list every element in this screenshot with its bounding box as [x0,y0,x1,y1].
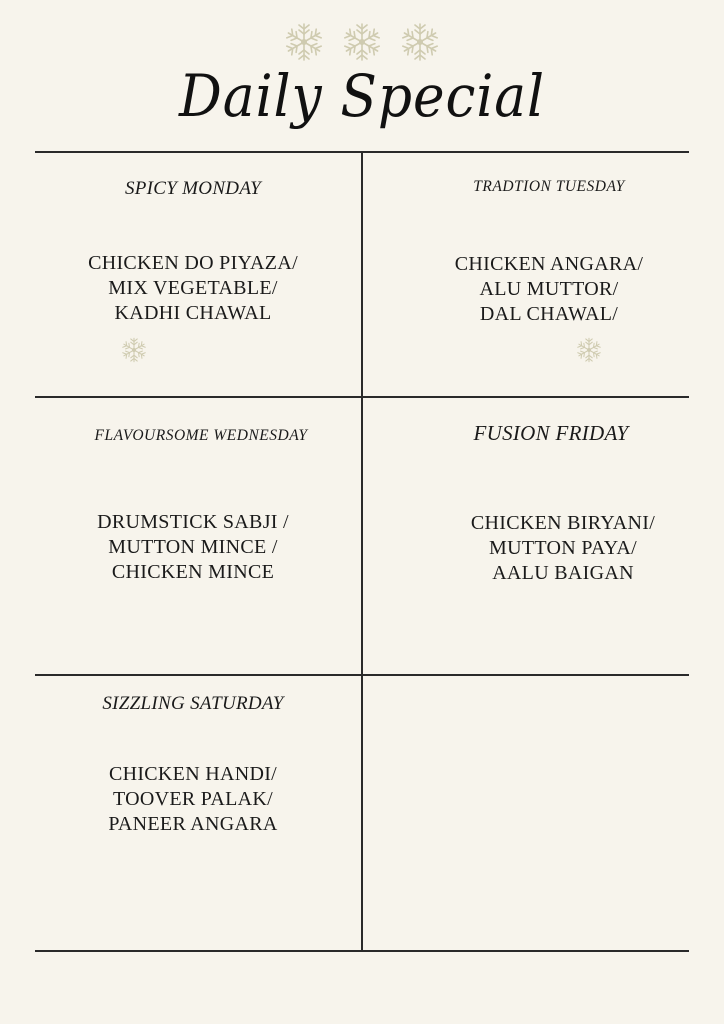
day-card-wednesday [38,427,364,445]
day-card-saturday [30,693,356,715]
dish-list-monday [30,251,356,326]
snowflake-icon [121,337,147,363]
day-card-tuesday [386,178,712,196]
snowflake-icon [342,22,382,62]
dish-item: KADHI CHAWAL [114,302,272,324]
dish-item: MUTTON PAYA/ [489,537,637,559]
snowflake-icon [400,22,440,62]
dish-item: TOOVER PALAK/ [112,788,274,810]
day-name: SIZZLING SATURDAY [102,693,284,714]
day-name: TRADTION TUESDAY [473,178,625,195]
dish-item: CHICKEN BIRYANI/ [470,512,656,534]
day-name: FUSION FRIDAY [473,421,629,445]
snowflake-icon [284,22,324,62]
dish-item: CHICKEN HANDI/ [108,763,278,785]
dish-item: ALU MUTTOR/ [479,278,619,300]
divider-column [361,152,363,952]
dish-item: MUTTON MINCE / [108,536,278,558]
dish-item: PANEER ANGARA [108,813,278,835]
dish-item: DRUMSTICK SABJI / [97,511,289,533]
dish-item: AALU BAIGAN [492,562,634,584]
dish-item: DAL CHAWAL/ [479,303,619,325]
dish-list-tuesday [386,252,712,327]
dish-list-wednesday [30,510,356,585]
snowflake-icon [576,337,602,363]
dish-list-saturday [30,762,356,837]
dish-item: MIX VEGETABLE/ [108,277,278,299]
day-card-friday [388,421,714,446]
dish-list-friday [400,511,724,586]
day-name: FLAVOURSOME WEDNESDAY [94,427,308,444]
dish-item: CHICKEN DO PIYAZA/ [88,252,298,274]
day-name: SPICY MONDAY [124,178,262,199]
dish-item: CHICKEN ANGARA/ [454,253,644,275]
dish-item: CHICKEN MINCE [111,561,275,583]
decoration-snowflakes [284,22,440,64]
day-card-monday [30,178,356,200]
page-title: Daily Special [179,62,545,130]
